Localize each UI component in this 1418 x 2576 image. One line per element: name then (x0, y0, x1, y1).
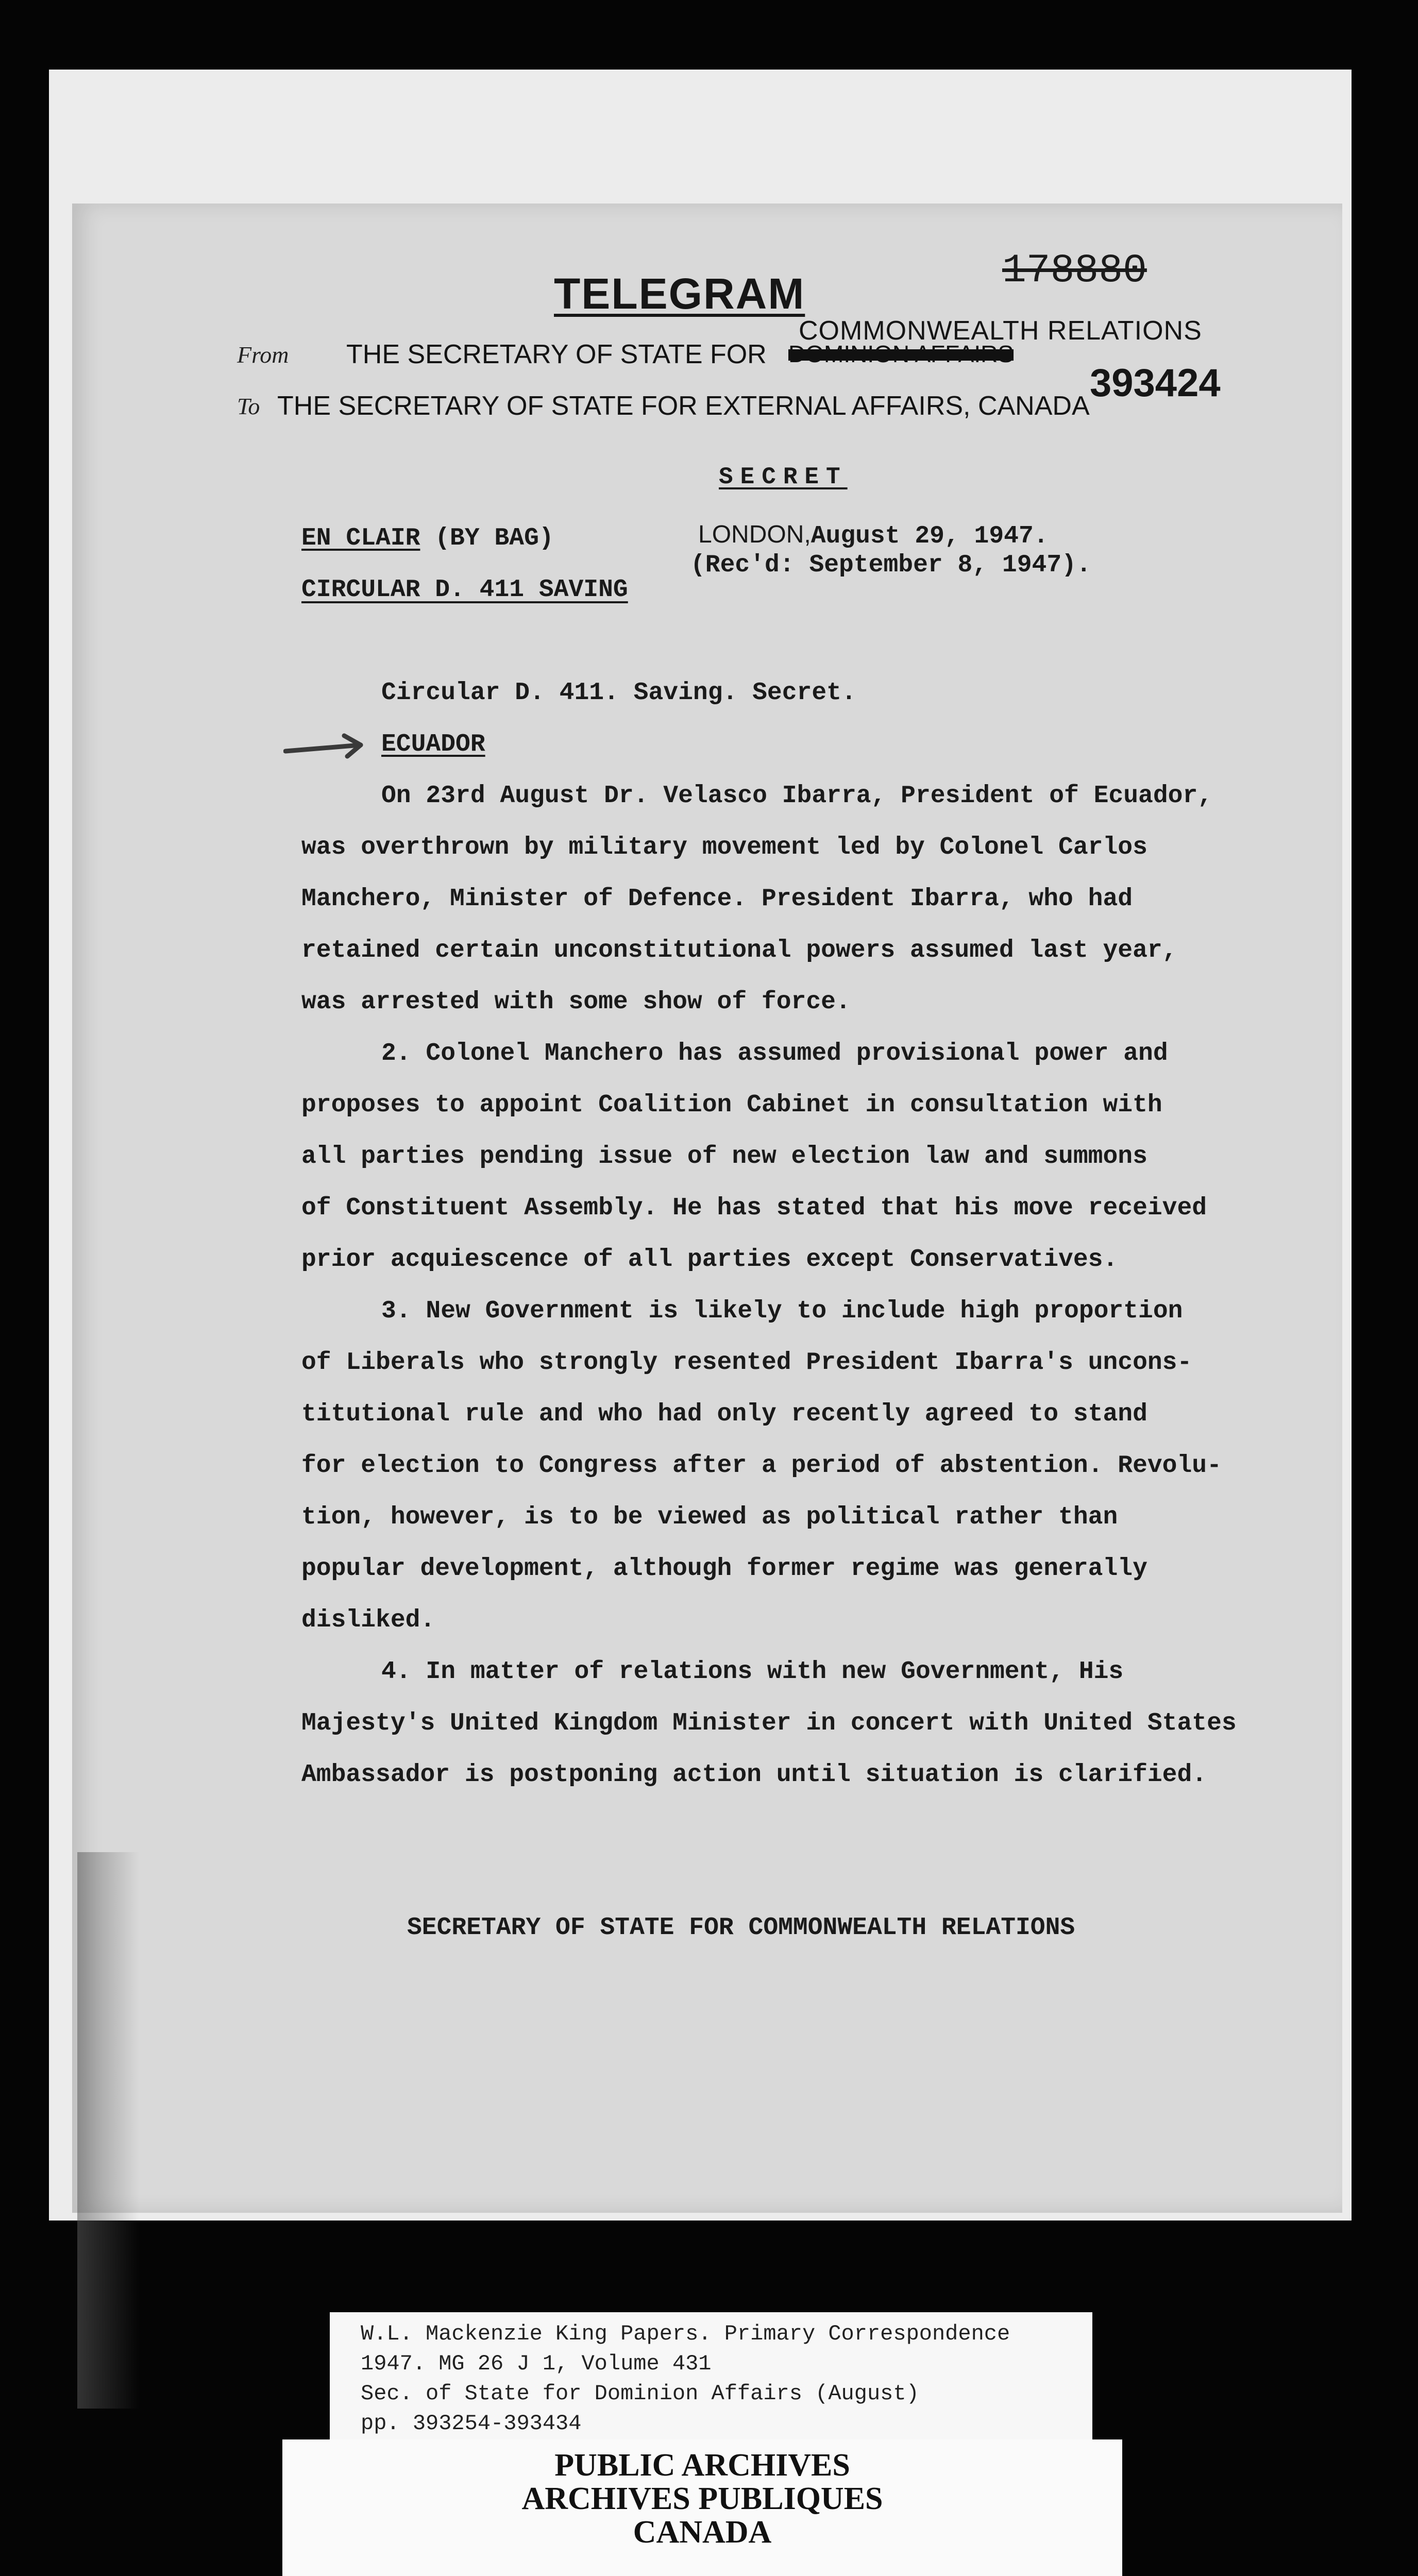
archive-label-line: 1947. MG 26 J 1, Volume 431 (361, 2351, 712, 2376)
received-date: (Rec'd: September 8, 1947). (690, 551, 1091, 579)
en-clair-line (301, 524, 554, 552)
body-line: Ambassador is postponing action until situation is clarified. (301, 1761, 1207, 1789)
body-line: retained certain unconstitutional powers assumed last year, (301, 937, 1177, 964)
body-line: tion, however, is to be viewed as political rather than (301, 1503, 1118, 1531)
archive-stamp-line: CANADA (633, 2515, 772, 2550)
body-line: was arrested with some show of force. (301, 988, 851, 1016)
body-line: titutional rule and who had only recently agreed to stand (301, 1400, 1147, 1428)
body-line: Majesty's United Kingdom Minister in concert with United States (301, 1709, 1237, 1737)
archive-reference-label (330, 2312, 1092, 2449)
struck-office-text: DOMINION AFFAIRS (788, 341, 1014, 367)
hand-drawn-arrow-icon (283, 731, 381, 761)
body-line: was overthrown by military movement led by Colonel Carlos (301, 834, 1147, 861)
subject-line: Circular D. 411. Saving. Secret. (381, 679, 856, 707)
body-line: 3. New Government is likely to include high proportion (381, 1297, 1183, 1325)
en-clair-label: EN CLAIR (301, 524, 420, 552)
archive-label-line: Sec. of State for Dominion Affairs (August) (361, 2381, 919, 2406)
circular-reference: CIRCULAR D. 411 SAVING (301, 576, 628, 604)
dateline-date: August 29, 1947. (811, 522, 1049, 550)
body-line: of Constituent Assembly. He has stated that his move received (301, 1194, 1207, 1222)
body-line: for election to Congress after a period of abstention. Revolu- (301, 1452, 1222, 1480)
commonwealth-relations-label: COMMONWEALTH RELATIONS (799, 316, 1202, 346)
classification-label: SECRET (719, 464, 848, 490)
archive-stamp-line: PUBLIC ARCHIVES (554, 2448, 850, 2483)
section-heading-ecuador: ECUADOR (381, 731, 485, 758)
dateline (698, 520, 1049, 550)
body-line: On 23rd August Dr. Velasco Ibarra, President of Ecuador, (381, 782, 1213, 810)
body-line: Manchero, Minister of Defence. President Ibarra, who had (301, 885, 1133, 913)
archive-stamp (282, 2439, 1122, 2576)
body-line: disliked. (301, 1606, 435, 1634)
body-line: all parties pending issue of new election law and summons (301, 1143, 1147, 1171)
body-line: popular development, although former regime was generally (301, 1555, 1147, 1583)
to-label: To (237, 393, 260, 419)
page-edge-shadow (77, 1852, 139, 2409)
body-line: of Liberals who strongly resented President Ibarra's uncons- (301, 1349, 1192, 1377)
struck-reference-number: 178880 (1002, 248, 1147, 294)
document-number: 393424 (1090, 361, 1221, 405)
archive-label-line: W.L. Mackenzie King Papers. Primary Correspondence (361, 2321, 1010, 2346)
archive-stamp-line: ARCHIVES PUBLIQUES (521, 2481, 883, 2516)
body-line: prior acquiescence of all parties except Conservatives. (301, 1246, 1118, 1274)
to-text: THE SECRETARY OF STATE FOR EXTERNAL AFFAIRS, CANADA (277, 391, 1090, 421)
archive-label-line: pp. 393254-393434 (361, 2411, 582, 2436)
body-line: proposes to appoint Coalition Cabinet in consultation with (301, 1091, 1162, 1119)
dateline-place: LONDON, (698, 521, 811, 548)
body-line: 4. In matter of relations with new Government, His (381, 1658, 1124, 1686)
telegram-title: TELEGRAM (554, 269, 805, 318)
from-label: From (237, 342, 289, 368)
signature-line: SECRETARY OF STATE FOR COMMONWEALTH RELATIONS (407, 1914, 1075, 1942)
from-text: THE SECRETARY OF STATE FOR (346, 340, 767, 369)
body-line: 2. Colonel Manchero has assumed provisional power and (381, 1040, 1168, 1067)
by-bag-label: (BY BAG) (435, 524, 554, 552)
